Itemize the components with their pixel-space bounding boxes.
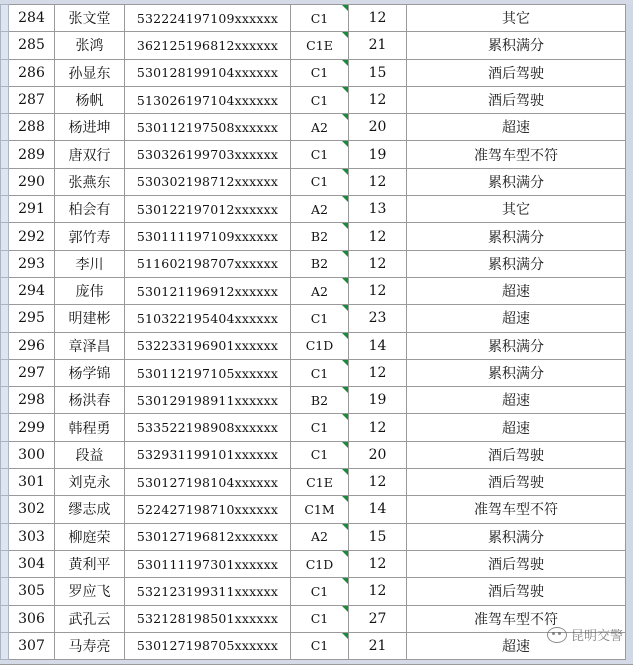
table-row [1,223,633,250]
scrollbar-gutter [626,114,633,141]
table-row [1,441,633,468]
scrollbar-gutter [626,277,633,304]
cell-points[interactable]: 21 [349,632,407,659]
cell-number[interactable]: 288 [9,114,55,141]
scrollbar-gutter [626,223,633,250]
cell-license-type[interactable]: C1D [291,332,349,359]
cell-points[interactable]: 19 [349,387,407,414]
cell-number[interactable]: 299 [9,414,55,441]
row-header[interactable] [1,114,9,141]
cell-number[interactable]: 296 [9,332,55,359]
cell-name[interactable]: 柏会有 [55,196,125,223]
cell-name[interactable]: 缪志成 [55,496,125,523]
cell-id-number[interactable]: 511602198707xxxxxx [125,250,291,277]
scrollbar-gutter [626,605,633,632]
row-header[interactable] [1,578,9,605]
cell-name[interactable]: 郭竹寿 [55,223,125,250]
cell-license-type[interactable]: C1 [291,59,349,86]
table-row [1,250,633,277]
cell-number[interactable]: 303 [9,523,55,550]
cell-license-type[interactable]: C1 [291,578,349,605]
cell-points[interactable]: 23 [349,305,407,332]
cell-name[interactable]: 李川 [55,250,125,277]
cell-number[interactable]: 291 [9,196,55,223]
row-header[interactable] [1,141,9,168]
table-body [1,5,633,660]
table-row [1,578,633,605]
cell-id-number[interactable]: 530128199104xxxxxx [125,59,291,86]
cell-license-type[interactable]: C1 [291,359,349,386]
cell-number[interactable]: 292 [9,223,55,250]
cell-points[interactable]: 14 [349,332,407,359]
cell-points[interactable]: 12 [349,359,407,386]
cell-id-number[interactable]: 530121196912xxxxxx [125,277,291,304]
cell-name[interactable]: 段益 [55,441,125,468]
scrollbar-gutter [626,86,633,113]
cell-name[interactable]: 章泽昌 [55,332,125,359]
cell-license-type[interactable]: C1 [291,632,349,659]
scrollbar-gutter [626,469,633,496]
cell-reason[interactable]: 超速 [407,414,626,441]
cell-name[interactable]: 武孔云 [55,605,125,632]
cell-reason[interactable]: 酒后驾驶 [407,550,626,577]
cell-points[interactable]: 19 [349,141,407,168]
cell-license-type[interactable]: A2 [291,523,349,550]
cell-id-number[interactable]: 513026197104xxxxxx [125,86,291,113]
cell-reason[interactable]: 酒后驾驶 [407,86,626,113]
row-header[interactable] [1,250,9,277]
scrollbar-gutter [626,387,633,414]
cell-number[interactable]: 289 [9,141,55,168]
scrollbar-gutter [626,359,633,386]
scrollbar-gutter [626,523,633,550]
row-header[interactable] [1,32,9,59]
cell-name[interactable]: 杨帆 [55,86,125,113]
cell-name[interactable]: 张文堂 [55,5,125,32]
row-header[interactable] [1,523,9,550]
table-row [1,141,633,168]
row-header[interactable] [1,277,9,304]
cell-points[interactable]: 13 [349,196,407,223]
cell-reason[interactable]: 累积满分 [407,523,626,550]
cell-id-number[interactable]: 530129198911xxxxxx [125,387,291,414]
cell-id-number[interactable]: 530302198712xxxxxx [125,168,291,195]
cell-number[interactable]: 285 [9,32,55,59]
cell-license-type[interactable]: C1M [291,496,349,523]
cell-points[interactable]: 21 [349,32,407,59]
row-header[interactable] [1,359,9,386]
data-table [0,4,633,660]
scrollbar-gutter [626,305,633,332]
cell-number[interactable]: 300 [9,441,55,468]
row-header[interactable] [1,332,9,359]
cell-id-number[interactable]: 530111197109xxxxxx [125,223,291,250]
table-row [1,59,633,86]
row-header[interactable] [1,605,9,632]
table-row [1,632,633,659]
cell-reason[interactable]: 累积满分 [407,32,626,59]
cell-number[interactable]: 286 [9,59,55,86]
cell-license-type[interactable]: C1 [291,605,349,632]
cell-points[interactable]: 12 [349,550,407,577]
scrollbar-gutter [626,32,633,59]
row-header[interactable] [1,86,9,113]
scrollbar-gutter [626,5,633,32]
cell-license-type[interactable]: C1 [291,141,349,168]
cell-reason[interactable]: 超速 [407,387,626,414]
table-row [1,5,633,32]
cell-reason[interactable]: 累积满分 [407,168,626,195]
cell-name[interactable]: 罗应飞 [55,578,125,605]
cell-number[interactable]: 294 [9,277,55,304]
row-header[interactable] [1,441,9,468]
cell-id-number[interactable]: 532128198501xxxxxx [125,605,291,632]
row-header[interactable] [1,632,9,659]
partial-next-row [0,664,633,670]
cell-license-type[interactable]: A2 [291,277,349,304]
cell-license-type[interactable]: B2 [291,223,349,250]
cell-reason[interactable]: 准驾车型不符 [407,496,626,523]
cell-id-number[interactable]: 530111197301xxxxxx [125,550,291,577]
cell-number[interactable]: 301 [9,469,55,496]
cell-reason[interactable]: 酒后驾驶 [407,441,626,468]
cell-points[interactable]: 12 [349,414,407,441]
scrollbar-gutter [626,332,633,359]
cell-license-type[interactable]: C1 [291,441,349,468]
table-row [1,196,633,223]
cell-id-number[interactable]: 532123199311xxxxxx [125,578,291,605]
cell-license-type[interactable]: C1E [291,469,349,496]
cell-points[interactable]: 12 [349,223,407,250]
cell-id-number[interactable]: 522427198710xxxxxx [125,496,291,523]
cell-license-type[interactable]: C1 [291,168,349,195]
cell-license-type[interactable]: C1D [291,550,349,577]
row-header[interactable] [1,305,9,332]
cell-id-number[interactable]: 530127196812xxxxxx [125,523,291,550]
row-header[interactable] [1,414,9,441]
cell-number[interactable]: 304 [9,550,55,577]
cell-reason[interactable]: 超速 [407,277,626,304]
cell-points[interactable]: 12 [349,250,407,277]
cell-name[interactable]: 唐双行 [55,141,125,168]
table-row [1,332,633,359]
cell-number[interactable]: 293 [9,250,55,277]
cell-number[interactable]: 295 [9,305,55,332]
cell-name[interactable]: 韩程勇 [55,414,125,441]
cell-points[interactable]: 15 [349,523,407,550]
cell-reason[interactable]: 酒后驾驶 [407,469,626,496]
cell-reason[interactable]: 累积满分 [407,250,626,277]
cell-name[interactable]: 黄利平 [55,550,125,577]
watermark-text: 昆明交警 [570,629,623,644]
cell-points[interactable]: 12 [349,86,407,113]
cell-name[interactable]: 杨进坤 [55,114,125,141]
scrollbar-gutter [626,632,633,659]
cell-number[interactable]: 307 [9,632,55,659]
table-row [1,32,633,59]
cell-name[interactable]: 孙显东 [55,59,125,86]
row-header[interactable] [1,550,9,577]
cell-id-number[interactable]: 530127198104xxxxxx [125,469,291,496]
cell-name[interactable]: 张燕东 [55,168,125,195]
table-row [1,387,633,414]
watermark [547,625,623,644]
cell-points[interactable]: 12 [349,469,407,496]
scrollbar-gutter [626,196,633,223]
cell-points[interactable]: 12 [349,578,407,605]
cell-name[interactable]: 庞伟 [55,277,125,304]
cell-license-type[interactable]: C1 [291,5,349,32]
cell-id-number[interactable]: 533522198908xxxxxx [125,414,291,441]
scrollbar-gutter [626,141,633,168]
cell-name[interactable]: 明建彬 [55,305,125,332]
cell-name[interactable]: 杨学锦 [55,359,125,386]
cell-license-type[interactable]: B2 [291,250,349,277]
cell-reason[interactable]: 其它 [407,5,626,32]
cell-id-number[interactable]: 530112197508xxxxxx [125,114,291,141]
scrollbar-gutter [626,578,633,605]
table-row [1,469,633,496]
cell-points[interactable]: 12 [349,5,407,32]
row-header[interactable] [1,469,9,496]
cell-reason[interactable]: 准驾车型不符 [407,141,626,168]
cell-points[interactable]: 27 [349,605,407,632]
cell-points[interactable]: 12 [349,168,407,195]
table-row [1,305,633,332]
cell-reason[interactable]: 超速 [407,632,626,659]
cell-id-number[interactable]: 530127198705xxxxxx [125,632,291,659]
cell-license-type[interactable]: C1E [291,32,349,59]
table-row [1,86,633,113]
cell-reason[interactable]: 累积满分 [407,359,626,386]
table-row [1,605,633,632]
cell-id-number[interactable]: 510322195404xxxxxx [125,305,291,332]
cell-id-number[interactable]: 530122197012xxxxxx [125,196,291,223]
cell-name[interactable]: 刘克永 [55,469,125,496]
row-header[interactable] [1,387,9,414]
cell-name[interactable]: 杨洪春 [55,387,125,414]
cell-reason[interactable]: 超速 [407,114,626,141]
row-header[interactable] [1,496,9,523]
cell-points[interactable]: 20 [349,114,407,141]
cell-id-number[interactable]: 532931199101xxxxxx [125,441,291,468]
cell-reason[interactable]: 酒后驾驶 [407,578,626,605]
cell-name[interactable]: 张鸿 [55,32,125,59]
row-header[interactable] [1,196,9,223]
cell-number[interactable]: 287 [9,86,55,113]
cell-reason[interactable]: 累积满分 [407,223,626,250]
row-header[interactable] [1,59,9,86]
wechat-icon [547,627,567,643]
scrollbar-gutter [626,496,633,523]
cell-id-number[interactable]: 532224197109xxxxxx [125,5,291,32]
cell-id-number[interactable]: 530112197105xxxxxx [125,359,291,386]
cell-license-type[interactable]: B2 [291,387,349,414]
table-row [1,523,633,550]
cell-number[interactable]: 306 [9,605,55,632]
cell-id-number[interactable]: 532233196901xxxxxx [125,332,291,359]
table-row [1,414,633,441]
cell-points[interactable]: 15 [349,59,407,86]
cell-id-number[interactable]: 530326199703xxxxxx [125,141,291,168]
cell-reason[interactable]: 准驾车型不符 [407,605,626,632]
cell-reason[interactable]: 超速 [407,305,626,332]
cell-name[interactable]: 马寿亮 [55,632,125,659]
cell-number[interactable]: 302 [9,496,55,523]
scrollbar-gutter [626,250,633,277]
cell-license-type[interactable]: C1 [291,305,349,332]
scrollbar-gutter [626,414,633,441]
cell-reason[interactable]: 累积满分 [407,332,626,359]
cell-number[interactable]: 290 [9,168,55,195]
cell-points[interactable]: 20 [349,441,407,468]
row-header[interactable] [1,223,9,250]
cell-number[interactable]: 297 [9,359,55,386]
cell-number[interactable]: 298 [9,387,55,414]
cell-points[interactable]: 12 [349,277,407,304]
cell-id-number[interactable]: 362125196812xxxxxx [125,32,291,59]
scrollbar-gutter [626,550,633,577]
scrollbar-gutter [626,59,633,86]
table-row [1,277,633,304]
row-header[interactable] [1,5,9,32]
cell-number[interactable]: 284 [9,5,55,32]
cell-license-type[interactable]: C1 [291,86,349,113]
table-row [1,359,633,386]
cell-license-type[interactable]: A2 [291,114,349,141]
table-row [1,496,633,523]
cell-license-type[interactable]: A2 [291,196,349,223]
cell-points[interactable]: 14 [349,496,407,523]
cell-reason[interactable]: 其它 [407,196,626,223]
row-header[interactable] [1,168,9,195]
table-row [1,114,633,141]
cell-name[interactable]: 柳庭荣 [55,523,125,550]
table-row [1,550,633,577]
cell-reason[interactable]: 酒后驾驶 [407,59,626,86]
cell-license-type[interactable]: C1 [291,414,349,441]
cell-number[interactable]: 305 [9,578,55,605]
table-row [1,168,633,195]
scrollbar-gutter [626,441,633,468]
scrollbar-gutter [626,168,633,195]
